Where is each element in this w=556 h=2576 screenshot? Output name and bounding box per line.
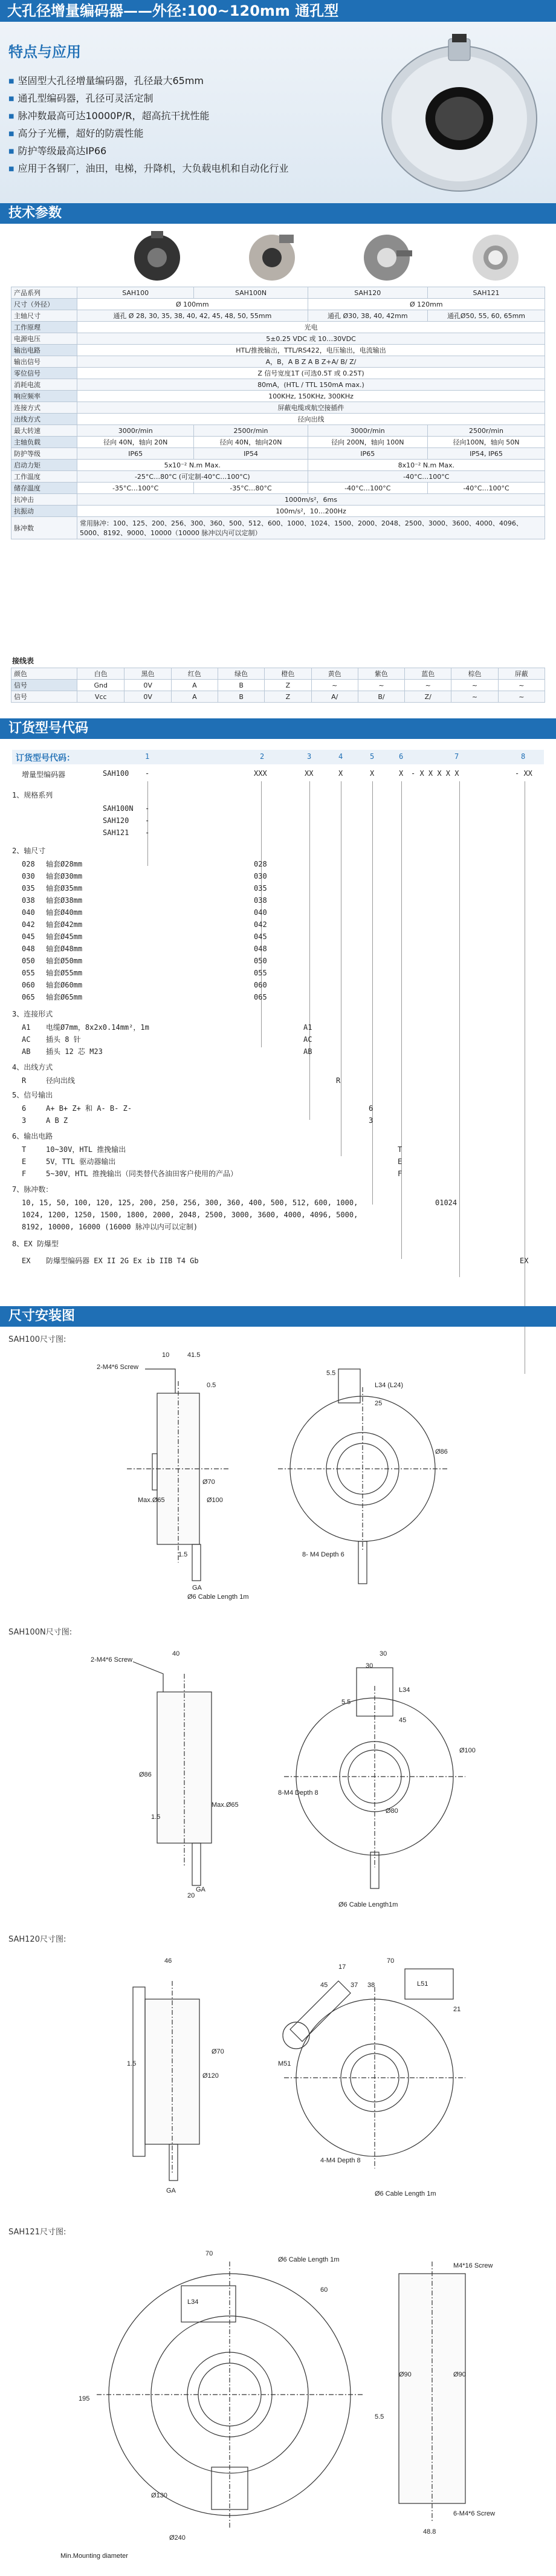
order-item: 038 (254, 896, 267, 905)
order-item: 10, 15, 50, 100, 120, 125, 200, 250, 256, 300, 360, 400, 500, 512, 600, 1000, (22, 1199, 358, 1207)
cell: 1000m/s²，6ms (77, 494, 545, 506)
order-section-heading: 1、规格系列 (12, 791, 53, 799)
encoder-product-image (369, 34, 550, 197)
order-section-heading: 5、信号输出 (12, 1091, 53, 1099)
dim-label: 8-M4 Depth 8 (278, 1789, 318, 1797)
cell: 5±0.25 VDC 或 10…30VDC (77, 333, 545, 345)
cell: 径向出线 (77, 414, 545, 425)
cell: IP65 (308, 448, 427, 460)
cell: 2500r/min (194, 425, 308, 437)
order-item: 040 (254, 908, 267, 917)
feature-item: ■ 坚固型大孔径增量编码器，孔径最大65mm (8, 73, 288, 90)
code-pos: 7 (454, 752, 459, 761)
order-item: 轴套Ø60mm (46, 981, 83, 989)
order-item: 轴套Ø50mm (46, 957, 83, 965)
example-part: - (145, 769, 150, 778)
order-item: 048 (22, 945, 35, 953)
dim-label: 41.5 (187, 1351, 201, 1359)
order-item: A B Z (46, 1116, 68, 1125)
order-item: F (22, 1169, 27, 1178)
dim-label: Ø70 (212, 2048, 224, 2055)
order-item: 065 (22, 993, 35, 1001)
order-item: A+ B+ Z+ 和 A- B- Z- (46, 1104, 132, 1113)
dim-label: GA (192, 1584, 202, 1592)
dim-label: 30 (366, 1662, 373, 1670)
order-item: 045 (254, 932, 267, 941)
order-item: F (398, 1169, 402, 1178)
dim-label: L34 (L24) (375, 1382, 404, 1389)
example-part: - X X X X X (411, 769, 459, 778)
thumb-sah121 (465, 229, 526, 283)
cell: Gnd (77, 680, 124, 691)
order-item: 轴套Ø38mm (46, 896, 83, 905)
code-pos: 2 (260, 752, 265, 761)
dim-label: L34 (187, 2298, 199, 2306)
order-item: 048 (254, 945, 267, 953)
dim-label: 17 (338, 1963, 346, 1971)
drawing-title: SAH120尺寸图: (8, 1935, 66, 1944)
wiring-table (11, 668, 545, 703)
order-item: 轴套Ø65mm (46, 993, 83, 1001)
cell: 颜色 (11, 668, 77, 680)
order-item: R (22, 1076, 27, 1085)
order-item: 插头 8 针 (46, 1035, 81, 1044)
feature-item: ■ 脉冲数最高可达10000P/R，超高抗干扰性能 (8, 108, 288, 125)
drawing-title: SAH100尺寸图: (8, 1335, 66, 1344)
order-item: 055 (22, 969, 35, 977)
code-pos: 4 (338, 752, 343, 761)
order-item: 035 (254, 884, 267, 893)
dim-label: Min.Mounting diameter (60, 2552, 128, 2560)
tech-table (11, 287, 545, 539)
order-item: 轴套Ø35mm (46, 884, 83, 893)
dim-label: 195 (79, 2395, 90, 2402)
order-item: 8192, 10000, 16000 (16000 脉冲以内可以定制) (22, 1223, 198, 1231)
order-item: 1024, 1200, 1250, 1500, 1800, 2000, 2048, 2500, 3000, 3600, 4000, 4096, 5000, (22, 1211, 358, 1219)
cell: 80mA，(HTL / TTL 150mA max.) (77, 379, 545, 391)
cell: HTL/推挽输出，TTL/RS422，电压输出，电流输出 (77, 345, 545, 356)
cell: 信号 (11, 691, 77, 703)
dim-label: Ø6 Cable Length 1m (375, 2190, 436, 2197)
cell: ~ (358, 680, 404, 691)
cell: SAH100N (194, 287, 308, 299)
row-label: 尺寸（外径） (11, 299, 77, 310)
dim-label: M4*16 Screw (453, 2262, 493, 2269)
dim-label: L51 (417, 1980, 428, 1988)
order-item: 038 (22, 896, 35, 905)
row-label: 工作温度 (11, 471, 77, 483)
thumb-sah100n (242, 229, 302, 283)
page-title: 大孔径增量编码器——外径:100~120mm 通孔型 (7, 2, 339, 19)
cell: B (218, 691, 265, 703)
cell: 信号 (11, 680, 77, 691)
order-item: 3 (22, 1116, 27, 1125)
row-label: 启动力矩 (11, 460, 77, 471)
order-item: 045 (22, 932, 35, 941)
cell: 屏蔽 (498, 668, 545, 680)
cell: -40°C…100°C (427, 483, 545, 494)
row-label: 抗冲击 (11, 494, 77, 506)
order-item: 01024 (435, 1199, 457, 1207)
cell: 绿色 (218, 668, 265, 680)
cell: 3000r/min (308, 425, 427, 437)
dim-label: GA (196, 1886, 205, 1893)
order-item: 050 (22, 957, 35, 965)
drawing-title: SAH121尺寸图: (8, 2228, 66, 2237)
order-code-header (12, 750, 544, 764)
cell: IP54, IP65 (427, 448, 545, 460)
row-label: 脉冲数 (11, 517, 77, 539)
code-pos: 5 (370, 752, 375, 761)
cell: 黑色 (124, 668, 171, 680)
order-item: 050 (254, 957, 267, 965)
dims-section-title (0, 1306, 556, 1327)
dim-label: 8- M4 Depth 6 (302, 1551, 344, 1558)
cell: 100KHz, 150KHz, 300KHz (77, 391, 545, 402)
dims-title: 尺寸安装图 (8, 1309, 76, 1324)
dim-label: 37 (351, 1982, 358, 1989)
order-item: EX (22, 1257, 31, 1265)
order-item: SAH120 (103, 816, 129, 825)
order-item: E (398, 1157, 402, 1166)
order-item: 030 (254, 872, 267, 880)
example-label: 增量型编码器 (22, 770, 66, 779)
dim-label: Max.Ø65 (212, 1801, 239, 1809)
dim-label: 45 (399, 1717, 407, 1724)
order-item: 040 (22, 908, 35, 917)
row-label: 最大转速 (11, 425, 77, 437)
dim-label: 1.5 (151, 1813, 161, 1821)
cell: ~ (405, 680, 451, 691)
cell: 3000r/min (77, 425, 194, 437)
cell: Ø 120mm (308, 299, 545, 310)
cell: ~ (498, 680, 545, 691)
dim-label: 6-M4*6 Screw (453, 2510, 496, 2517)
order-section-heading: 2、轴尺寸 (12, 847, 46, 855)
cell: Z 信号宽度1T (可选0.5T 或 0.25T) (77, 368, 545, 379)
cell: 8x10⁻² N.m Max. (308, 460, 545, 471)
dim-label: 1.5 (127, 2060, 137, 2067)
row-label: 出线方式 (11, 414, 77, 425)
dim-label: 0.5 (207, 1382, 216, 1389)
order-item: 3 (369, 1116, 373, 1125)
dim-label: Ø240 (169, 2534, 186, 2542)
cell: IP65 (77, 448, 194, 460)
cell: Z (265, 691, 311, 703)
code-pos: 1 (145, 752, 150, 761)
page-title-bar (0, 0, 556, 22)
row-label: 连接方式 (11, 402, 77, 414)
order-title: 订货型号代码 (8, 721, 89, 736)
example-part: XXX (254, 769, 267, 778)
dim-label: Ø86 (139, 1771, 152, 1778)
dim-label: Max.Ø65 (138, 1497, 165, 1504)
order-item: 065 (254, 993, 267, 1001)
dim-label: Ø70 (202, 1478, 215, 1486)
row-label: 消耗电流 (11, 379, 77, 391)
product-thumbnails (0, 229, 556, 284)
order-section-heading: 8、EX 防爆型 (12, 1240, 59, 1248)
cell: 0V (124, 691, 171, 703)
cell: B (218, 680, 265, 691)
cell: B/ (358, 691, 404, 703)
cell: 通孔 Ø 28, 30, 35, 38, 40, 42, 45, 48, 50, 55mm (77, 310, 308, 322)
order-item: 轴套Ø55mm (46, 969, 83, 977)
row-label: 主轴尺寸 (11, 310, 77, 322)
order-item: 042 (254, 920, 267, 929)
row-label: 储存温度 (11, 483, 77, 494)
order-section-heading: 4、出线方式 (12, 1063, 53, 1072)
cell: SAH121 (427, 287, 545, 299)
cell: -25°C…80°C (可定制-40°C…100°C) (77, 471, 308, 483)
tech-section-title (0, 203, 556, 224)
row-label: 工作原理 (11, 322, 77, 333)
dim-label: 25 (375, 1400, 383, 1407)
example-part: X (338, 769, 343, 778)
cell: Z (265, 680, 311, 691)
cell: 通孔 Ø30, 38, 40, 42mm (308, 310, 427, 322)
dim-label: L34 (399, 1686, 410, 1694)
row-label: 主轴负载 (11, 437, 77, 448)
cell: Vcc (77, 691, 124, 703)
order-item: 电缆Ø7mm，8x2x0.14mm²，1m (46, 1023, 149, 1032)
order-item: R (336, 1076, 341, 1085)
order-item: 060 (254, 981, 267, 989)
code-pos: 3 (307, 752, 312, 761)
dim-label: Ø100 (459, 1747, 476, 1754)
order-item: SAH121 (103, 828, 129, 837)
order-item: 插头 12 芯 M23 (46, 1047, 103, 1056)
order-item: AB (22, 1047, 31, 1056)
dim-label: GA (166, 2187, 176, 2194)
row-label: 防护等级 (11, 448, 77, 460)
cell: 0V (124, 680, 171, 691)
cell: 通孔Ø50, 55, 60, 65mm (427, 310, 545, 322)
cell: ~ (451, 680, 498, 691)
dim-label: 1.5 (178, 1551, 188, 1558)
dim-label: 46 (164, 1957, 172, 1965)
cell: 棕色 (451, 668, 498, 680)
cell: A/ (311, 691, 358, 703)
dim-label: 2-M4*6 Screw (91, 1656, 133, 1664)
dim-label: Ø100 (207, 1497, 223, 1504)
cell: 紫色 (358, 668, 404, 680)
cell: 2500r/min (427, 425, 545, 437)
row-label: 电源电压 (11, 333, 77, 345)
order-item: 轴套Ø45mm (46, 932, 83, 941)
dim-label: Ø6 Cable Length1m (338, 1901, 398, 1908)
order-item: E (22, 1157, 27, 1166)
cell: 光电 (77, 322, 545, 333)
order-item: 6 (22, 1104, 27, 1113)
order-item: A1 (22, 1023, 31, 1032)
row-label: 抗振动 (11, 506, 77, 517)
row-label: 产品系列 (11, 287, 77, 299)
cell: -35°C…80°C (194, 483, 308, 494)
order-item: 轴套Ø48mm (46, 945, 83, 953)
cell: 100m/s²，10…200Hz (77, 506, 545, 517)
dim-label: 40 (172, 1650, 180, 1657)
order-section-heading: 7、脉冲数： (12, 1185, 53, 1194)
order-item: 6 (369, 1104, 373, 1113)
order-item: 030 (22, 872, 35, 880)
order-item: - (145, 804, 150, 813)
order-item: 轴套Ø42mm (46, 920, 83, 929)
cell: 5x10⁻² N.m Max. (77, 460, 308, 471)
cell: 屏蔽电缆或航空接插件 (77, 402, 545, 414)
drawing-sah100 (36, 1345, 520, 1611)
order-item: 028 (254, 860, 267, 868)
cell: IP54 (194, 448, 308, 460)
cell: ~ (498, 691, 545, 703)
order-item: 5~30V，HTL 推挽输出（同类替代各油田客户使用的产品） (46, 1169, 238, 1178)
cell: 蓝色 (405, 668, 451, 680)
dim-label: 45 (320, 1982, 328, 1989)
dim-label: 5.5 (341, 1699, 351, 1706)
code-pos: 8 (521, 752, 526, 761)
cell: ~ (311, 680, 358, 691)
order-item: 055 (254, 969, 267, 977)
example-model: SAH100 (103, 769, 129, 778)
row-label: 输出电路 (11, 345, 77, 356)
dim-label: 2-M4*6 Screw (97, 1364, 139, 1371)
order-item: - (145, 816, 150, 825)
dim-label: 20 (187, 1892, 195, 1899)
dim-label: 5.5 (375, 2413, 384, 2421)
order-item: AB (303, 1047, 312, 1056)
cell: 橙色 (265, 668, 311, 680)
order-item: T (398, 1145, 402, 1154)
dim-label: Ø90 (399, 2371, 412, 2378)
example-part: X (399, 769, 404, 778)
feature-item: ■ 通孔型编码器，孔径可灵活定制 (8, 90, 288, 108)
drawing-sah121 (36, 2237, 520, 2564)
dim-label: 60 (320, 2286, 328, 2294)
example-part: X (370, 769, 375, 778)
cell: -40°C…100°C (308, 483, 427, 494)
order-item: 径向出线 (46, 1076, 76, 1085)
order-item: 060 (22, 981, 35, 989)
order-code-label: 订货型号代码： (16, 753, 75, 763)
cell: 径向 40N，轴向 20N (77, 437, 194, 448)
order-item: 轴套Ø28mm (46, 860, 83, 868)
cell: 径向 40N，轴向20N (194, 437, 308, 448)
features-title: 特点与应用 (8, 44, 81, 60)
order-item: 10~30V，HTL 推挽输出 (46, 1145, 126, 1154)
feature-item: ■ 防护等级最高达IP66 (8, 143, 288, 160)
order-item: SAH100N (103, 804, 134, 813)
cell: -35°C…100°C (77, 483, 194, 494)
features-list (8, 73, 288, 178)
dim-label: Ø90 (453, 2371, 466, 2378)
order-item: - (145, 828, 150, 837)
dim-label: Ø6 Cable Length 1m (278, 2256, 340, 2263)
cell: Z/ (405, 691, 451, 703)
example-part: - XX (515, 769, 532, 778)
dim-label: 21 (453, 2006, 461, 2013)
order-item: AC (303, 1035, 312, 1044)
cell: 径向100N，轴向 50N (427, 437, 545, 448)
feature-item: ■ 应用于各钢厂，油田，电梯，升降机，大负载电机和自动化行业 (8, 160, 288, 178)
order-item: A1 (303, 1023, 312, 1032)
cell: 常用脉冲：100、125、200、256、300、360、500、512、600、1000、1024、1500、2000、2048、2500、3000、3600、4000、4096、5000、8192、9000、10000（10000 脉冲以内可以定制） (77, 517, 545, 539)
dim-label: M51 (278, 2060, 291, 2067)
cell: A，B，A B Z A B Z+A/ B/ Z/ (77, 356, 545, 368)
dim-label: 30 (380, 1650, 387, 1657)
order-item: 轴套Ø30mm (46, 872, 83, 880)
order-section-title (0, 718, 556, 739)
cell: SAH120 (308, 287, 427, 299)
dim-label: 70 (387, 1957, 395, 1965)
feature-item: ■ 高分子光栅，超好的防震性能 (8, 125, 288, 143)
cell: ~ (451, 691, 498, 703)
thumb-sah100 (127, 229, 187, 283)
tech-title: 技术参数 (8, 206, 62, 221)
cell: Ø 100mm (77, 299, 308, 310)
order-item: 轴套Ø40mm (46, 908, 83, 917)
order-item: 028 (22, 860, 35, 868)
code-pos: 6 (399, 752, 404, 761)
order-item: 防爆型编码器 EX II 2G Ex ib IIB T4 Gb (46, 1257, 199, 1265)
cell: SAH100 (77, 287, 194, 299)
order-item: 035 (22, 884, 35, 893)
row-label: 输出信号 (11, 356, 77, 368)
cell: A (171, 680, 218, 691)
dim-label: 70 (205, 2250, 213, 2257)
cell: 白色 (77, 668, 124, 680)
cell: -40°C…100°C (308, 471, 545, 483)
dim-label: Ø130 (151, 2492, 167, 2499)
order-item: T (22, 1145, 27, 1154)
order-section-heading: 6、输出电路 (12, 1132, 53, 1140)
dim-label: 48.8 (423, 2528, 436, 2535)
drawing-title: SAH100N尺寸图: (8, 1628, 73, 1637)
cell: 红色 (171, 668, 218, 680)
dim-label: 4-M4 Depth 8 (320, 2157, 361, 2164)
order-example-row (12, 768, 544, 780)
order-item: AC (22, 1035, 31, 1044)
order-item: 5V，TTL 驱动器输出 (46, 1157, 116, 1166)
order-code-block (12, 750, 544, 1379)
wiring-title: 接线表 (12, 657, 34, 665)
dim-label: Ø80 (386, 1807, 398, 1815)
row-label: 响应频率 (11, 391, 77, 402)
dim-label: 10 (162, 1351, 170, 1359)
dim-label: Ø6 Cable Length 1m (187, 1593, 249, 1601)
order-item: 042 (22, 920, 35, 929)
thumb-sah120 (357, 229, 417, 283)
dim-label: Ø120 (202, 2072, 219, 2080)
order-section-heading: 3、连接形式 (12, 1010, 53, 1018)
features-section (0, 22, 556, 203)
cell: A (171, 691, 218, 703)
cell: 黄色 (311, 668, 358, 680)
dim-label: 5.5 (326, 1370, 336, 1377)
row-label: 零位信号 (11, 368, 77, 379)
dim-label: Ø86 (435, 1448, 448, 1456)
drawing-sah120 (36, 1945, 520, 2211)
cell: 径向 200N，轴向 100N (308, 437, 427, 448)
example-part: XX (305, 769, 314, 778)
drawing-sah100n (36, 1638, 520, 1916)
dim-label: 38 (367, 1982, 375, 1989)
order-item: EX (520, 1257, 529, 1265)
